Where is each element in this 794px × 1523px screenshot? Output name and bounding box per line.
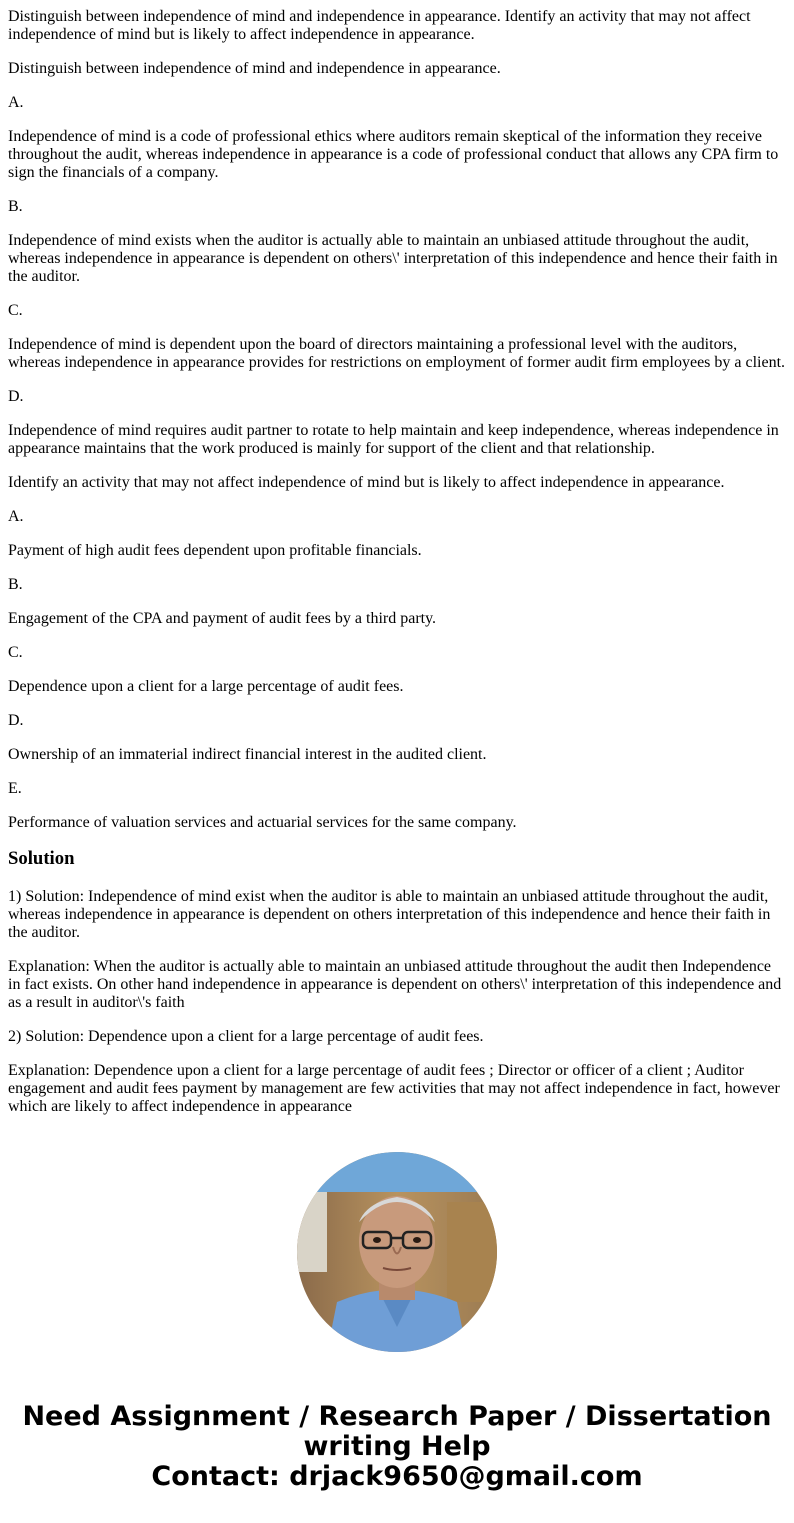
part1-option-c-letter: C. [8,302,23,319]
explanation-2: Explanation: Dependence upon a client for a large percentage of audit fees ; Director or officer of a client ; Auditor engagement and audit fees payment by management are few activities that may not affect independence in fact, however which are likely to affect independence in appearance [8,1062,780,1115]
part2-option-a-text: Payment of high audit fees dependent upon profitable financials. [8,542,422,559]
part1-option-a-letter: A. [8,94,24,111]
promo-banner [0,1402,794,1492]
part2-option-e-text: Performance of valuation services and actuarial services for the same company. [8,814,517,831]
solution-1: 1) Solution: Independence of mind exist when the auditor is able to maintain an unbiased attitude throughout the audit, whereas independence in appearance is dependent on others interpretation of this independence and hence their faith in the auditor. [8,888,771,941]
solution-heading: Solution [8,848,75,869]
part1-option-c-text: Independence of mind is dependent upon the board of directors maintaining a professional level with the auditors, whereas independence in appearance provides for restrictions on employment of former audit firm employees by a client. [8,336,786,371]
promo-headline: Need Assignment / Research Paper / Dissertation writing Help [22,1401,772,1462]
solution-2: 2) Solution: Dependence upon a client for a large percentage of audit fees. [8,1028,484,1045]
author-photo-container [0,1152,794,1352]
part1-option-b-letter: B. [8,198,23,215]
part2-option-c-letter: C. [8,644,23,661]
part2-option-b-text: Engagement of the CPA and payment of audit fees by a third party. [8,610,437,627]
part2-option-e-letter: E. [8,780,22,797]
part2-option-c-text: Dependence upon a client for a large percentage of audit fees. [8,678,404,695]
part1-prompt: Distinguish between independence of mind and independence in appearance. [8,60,501,77]
promo-contact: Contact: drjack9650@gmail.com [151,1461,643,1492]
part1-option-a-text: Independence of mind is a code of professional ethics where auditors remain skeptical of the information they receive throughout the audit, whereas independence in appearance is a code of professional conduct that allows any CPA firm to sign the financials of a company. [8,128,779,181]
question-title: Distinguish between independence of mind and independence in appearance. Identify an activity that may not affect independence of mind but is likely to affect independence in appearance. [8,8,751,43]
part1-option-b-text: Independence of mind exists when the auditor is actually able to maintain an unbiased attitude throughout the audit, whereas independence in appearance is dependent on others\' interpretation of this independence and hence their faith in the auditor. [8,232,778,285]
author-avatar [297,1152,497,1352]
author-portrait-image [297,1152,497,1352]
part2-prompt: Identify an activity that may not affect independence of mind but is likely to affect independence in appearance. [8,474,725,491]
part2-option-d-text: Ownership of an immaterial indirect financial interest in the audited client. [8,746,487,763]
part2-option-d-letter: D. [8,712,24,729]
part1-option-d-text: Independence of mind requires audit partner to rotate to help maintain and keep independence, whereas independence in appearance maintains that the work produced is mainly for support of the client and that relationship. [8,422,779,457]
part2-option-b-letter: B. [8,576,23,593]
explanation-1: Explanation: When the auditor is actually able to maintain an unbiased attitude throughout the audit then Independence in fact exists. On other hand independence in appearance is dependent on others\' interpretation of this independence and as a result in auditor\'s faith [8,958,782,1011]
part1-option-d-letter: D. [8,388,24,405]
part2-option-a-letter: A. [8,508,24,525]
